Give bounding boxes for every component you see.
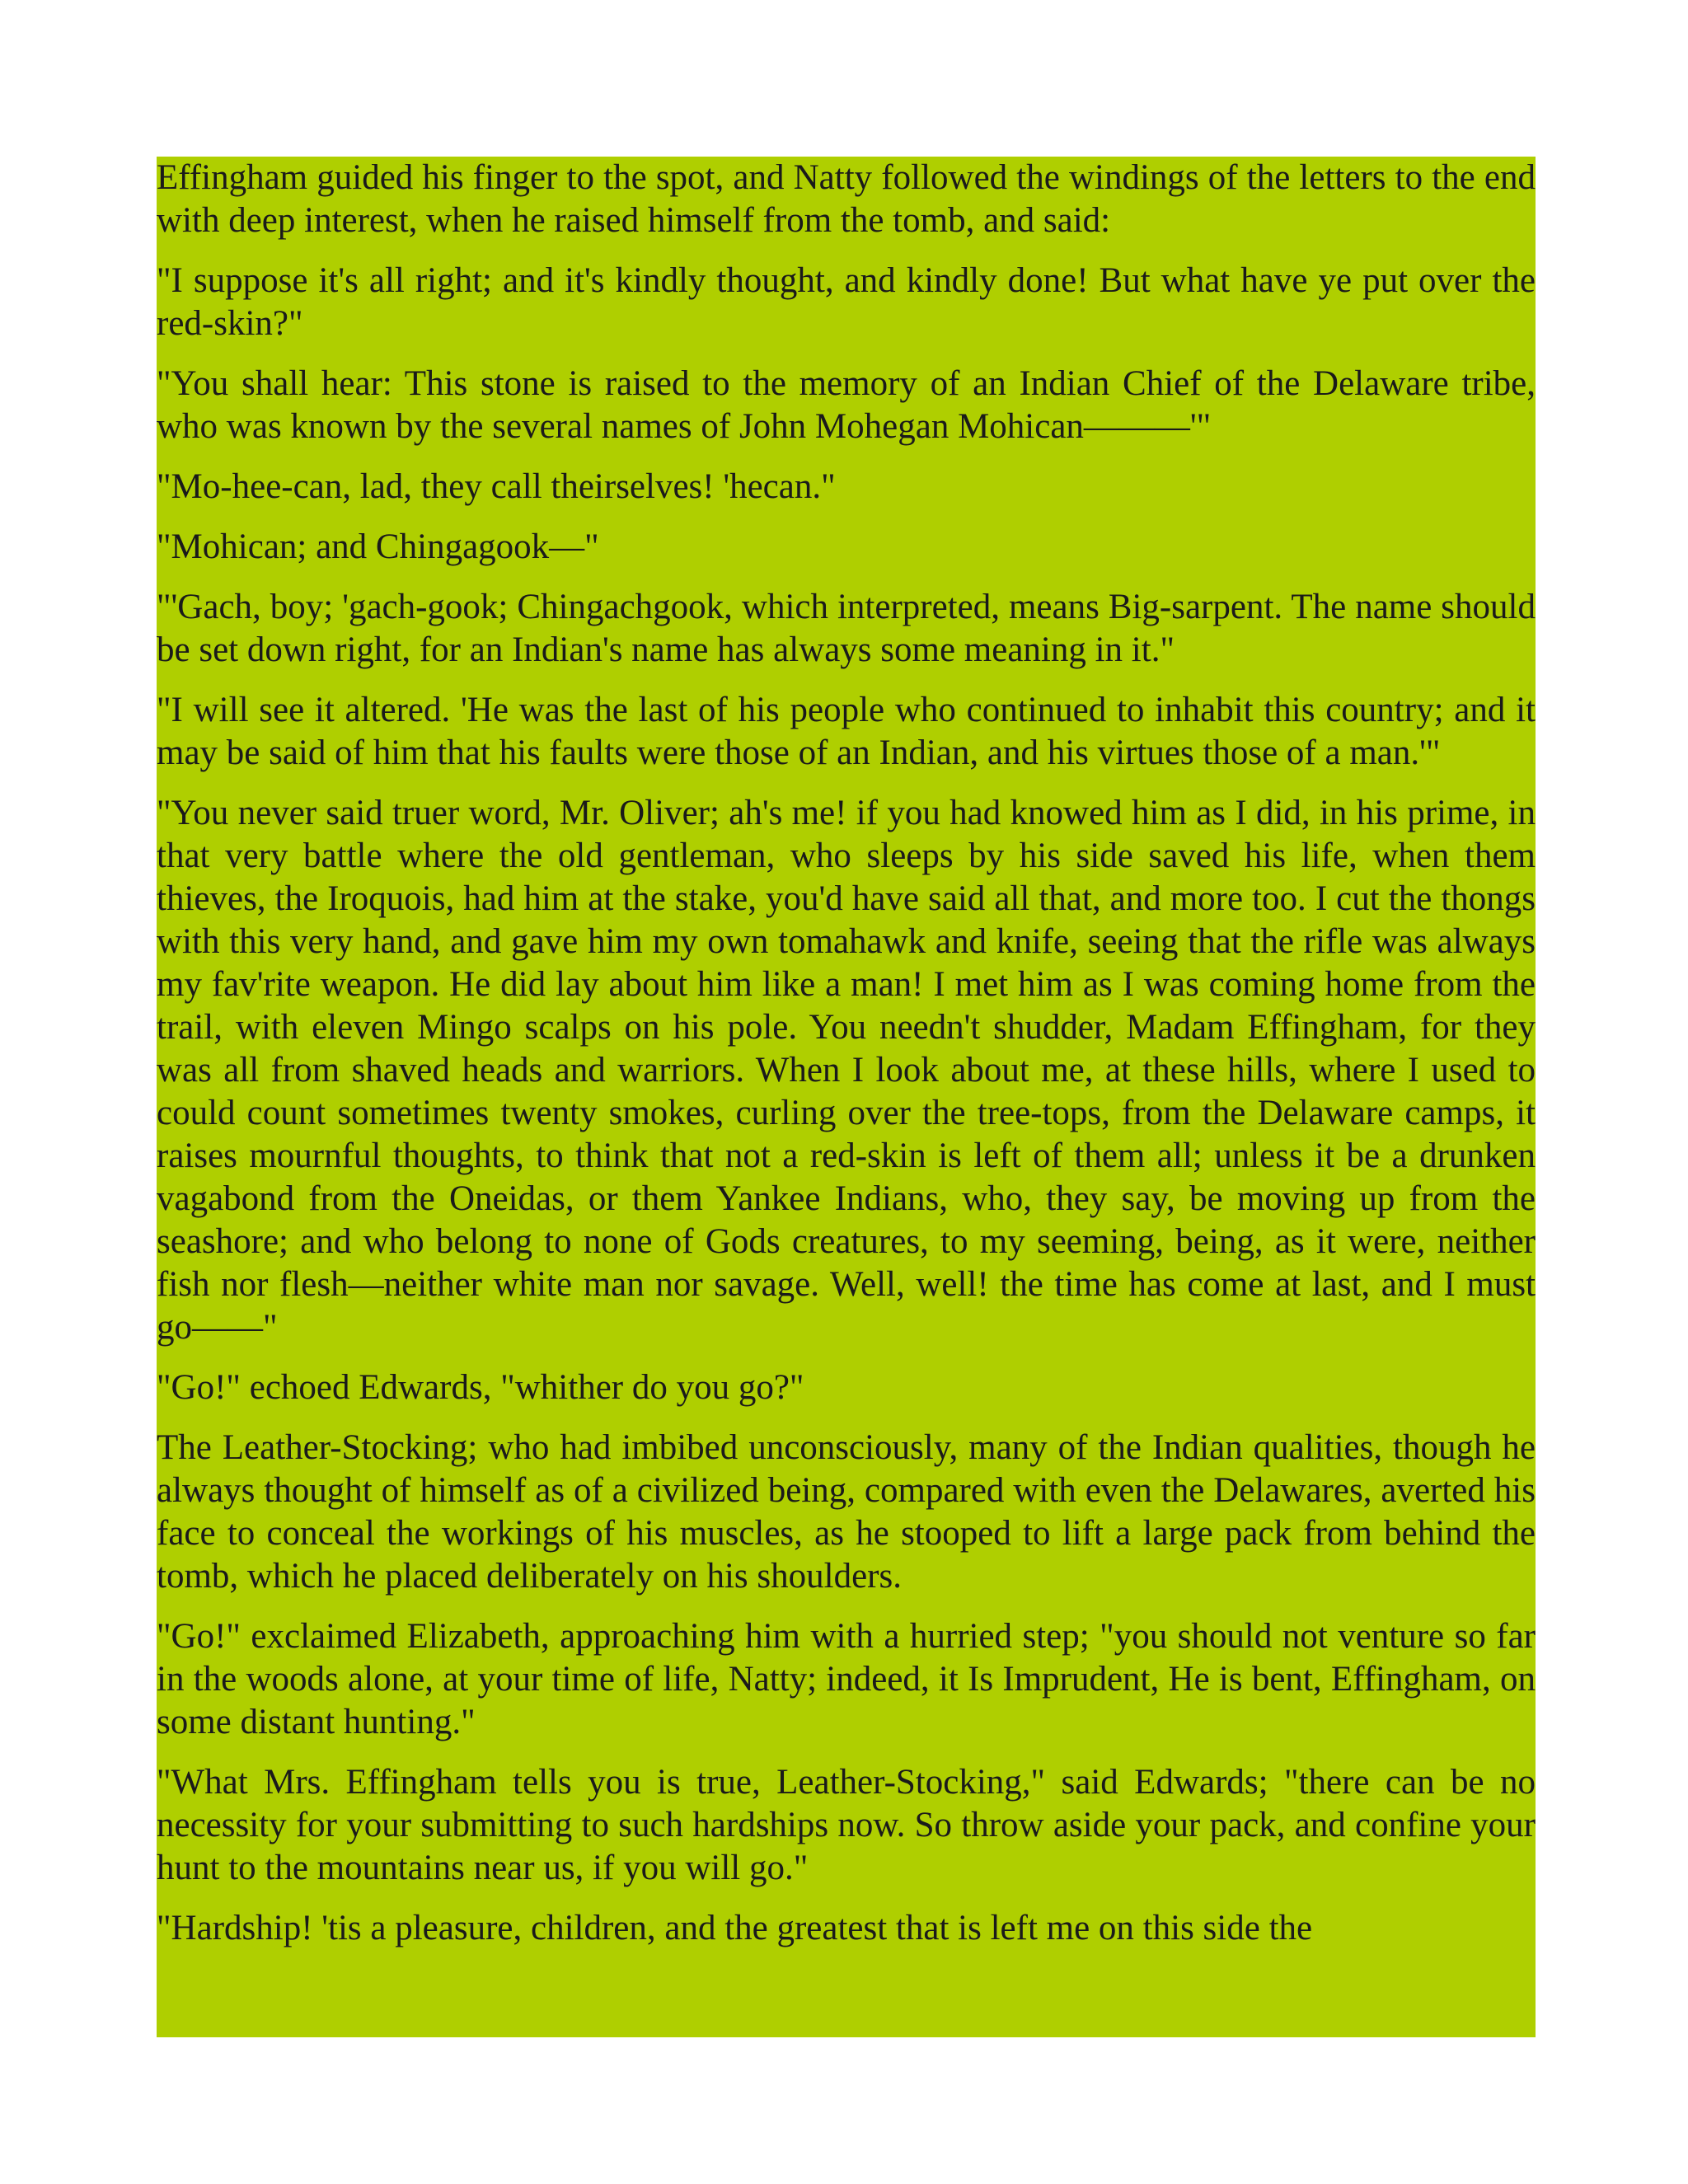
paragraph: "'Gach, boy; 'gach-gook; Chingachgook, which interpreted, means Big-sarpent. The name should be set down right, for an Indian's name has always some meaning in it." xyxy=(157,588,1536,669)
paragraph: "Hardship! 'tis a pleasure, children, and the greatest that is left me on this side the xyxy=(157,1909,1313,1947)
paragraph: "You shall hear: This stone is raised to the memory of an Indian Chief of the Delaware tribe, who was known by the several names of John Mohegan Mohican———'" xyxy=(157,364,1536,446)
paragraph: "What Mrs. Effingham tells you is true, Leather-Stocking," said Edwards; "there can be no necessity for your submitting to such hardships now. So throw aside your pack, and confine your hunt to the mountains near us, if you will go." xyxy=(157,1763,1536,1887)
paragraph: Effingham guided his finger to the spot, and Natty followed the windings of the letters to the end with deep interest, when he raised himself from the tomb, and said: xyxy=(157,158,1536,240)
paragraph: "I suppose it's all right; and it's kindly thought, and kindly done! But what have ye put over the red-skin?" xyxy=(157,261,1536,343)
paragraph: "Go!" echoed Edwards, "whither do you go?" xyxy=(157,1368,804,1407)
paragraph: "Go!" exclaimed Elizabeth, approaching him with a hurried step; "you should not venture so far in the woods alone, at your time of life, Natty; indeed, it Is Imprudent, He is bent, Effingham, on some distant hunting." xyxy=(157,1617,1536,1741)
paragraph: "You never said truer word, Mr. Oliver; ah's me! if you had knowed him as I did, in his prime, in that very battle where the old gentleman, who sleeps by his side saved his life, when them thieves, the Iroquois, had him at the stake, you'd have said all that, and more too. I cut the thongs with this very hand, and gave him my own tomahawk and knife, seeing that the rifle was always my fav'rite weapon. He did lay about him like a man! I met him as I was coming home from the trail, with eleven Mingo scalps on his pole. You needn't shudder, Madam Effingham, for they was all from shaved heads and warriors. When I look about me, at these hills, where I used to could count sometimes twenty smokes, curling over the tree-tops, from the Delaware camps, it raises mournful thoughts, to think that not a red-skin is left of them all; unless it be a drunken vagabond from the Oneidas, or them Yankee Indians, who, they say, be moving up from the seashore; and who belong to none of Gods creatures, to my seeming, being, as it were, neither fish nor flesh—neither white man nor savage. Well, well! the time has come at last, and I must go——" xyxy=(157,794,1536,1347)
paragraph: "I will see it altered. 'He was the last of his people who continued to inhabit this country; and it may be said of him that his faults were those of an Indian, and his virtues those of a man.'" xyxy=(157,691,1536,772)
paragraph: "Mo-hee-can, lad, they call theirselves! 'hecan." xyxy=(157,467,836,506)
page-text-block xyxy=(157,157,1536,2037)
paragraph: "Mohican; and Chingagook—" xyxy=(157,527,599,566)
paragraph: The Leather-Stocking; who had imbibed unconsciously, many of the Indian qualities, though he always thought of himself as of a civilized being, compared with even the Delawares, averted his face to conceal the workings of his muscles, as he stooped to lift a large pack from behind the tomb, which he placed deliberately on his shoulders. xyxy=(157,1428,1536,1596)
